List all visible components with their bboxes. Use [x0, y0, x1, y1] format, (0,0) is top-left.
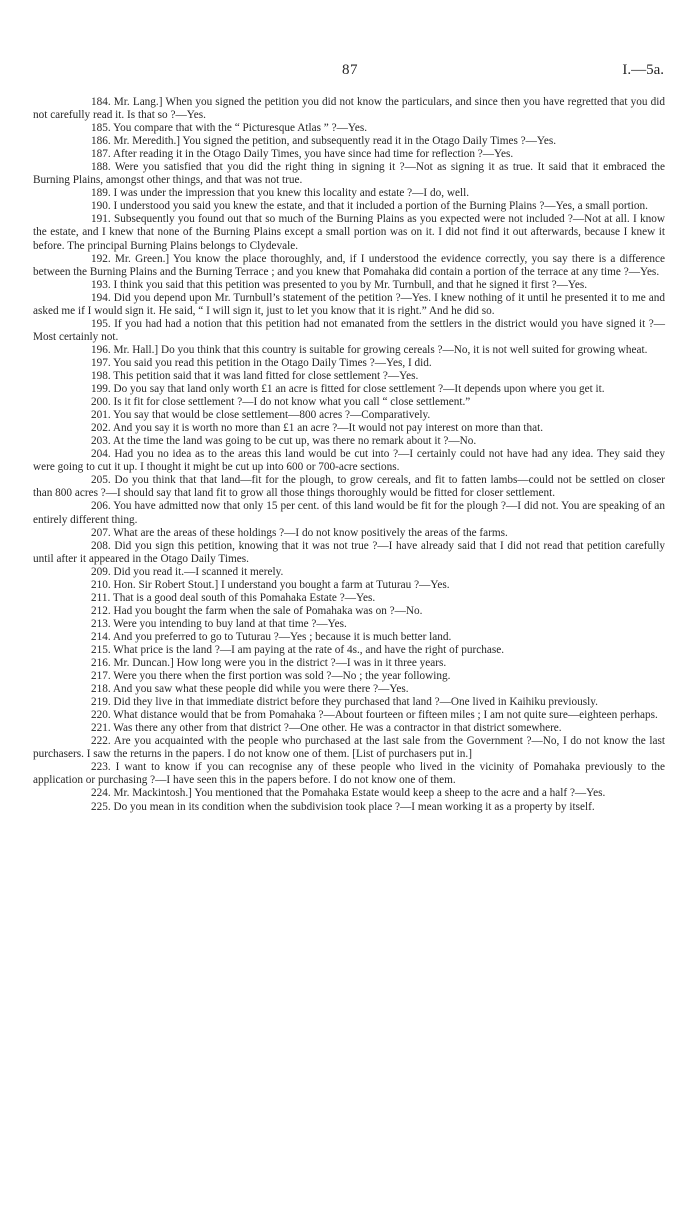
question-paragraph: 195. If you had had a notion that this petition had not emanated from the settlers in the district would you have signed it ?—Most certainly not.	[33, 317, 665, 343]
question-paragraph: 192. Mr. Green.] You know the place thoroughly, and, if I understood the evidence correctly, you say there is a difference between the Burning Plains and the Burning Terrace ; and you knew that Pomahaka did contain a portion of the terrace at any time ?—Yes.	[33, 252, 665, 278]
question-paragraph: 204. Had you no idea as to the areas this land would be cut into ?—I certainly could not have had any idea. They said they were going to cut it up. I thought it might be cut up into 600 or 700-acre sections.	[33, 448, 665, 474]
question-paragraph: 224. Mr. Mackintosh.] You mentioned that the Pomahaka Estate would keep a sheep to the acre and a half ?—Yes.	[91, 787, 606, 800]
question-paragraph: 209. Did you read it.—I scanned it merely.	[91, 565, 284, 578]
question-paragraph: 200. Is it fit for close settlement ?—I do not know what you call “ close settlement.”	[91, 396, 471, 409]
question-paragraph: 222. Are you acquainted with the people who purchased at the last sale from the Government ?—No, I do not know the last purchasers. I saw the returns in the papers. I do not know one of them. [List of purchasers put in.]	[33, 735, 665, 761]
question-paragraph: 189. I was under the impression that you knew this locality and estate ?—I do, well.	[91, 187, 470, 200]
question-paragraph: 185. You compare that with the “ Picturesque Atlas ” ?—Yes.	[91, 122, 368, 135]
question-paragraph: 187. After reading it in the Otago Daily Times, you have since had time for reflection ?—Yes.	[91, 148, 514, 161]
question-paragraph: 208. Did you sign this petition, knowing that it was not true ?—I have already said that I did not read that petition carefully until after it appeared in the Otago Daily Times.	[33, 539, 665, 565]
question-paragraph: 214. And you preferred to go to Tuturau ?—Yes ; because it is much better land.	[91, 630, 452, 643]
question-paragraph: 199. Do you say that land only worth £1 an acre is fitted for close settlement ?—It depends upon where you get it.	[91, 383, 605, 396]
question-paragraph: 221. Was there any other from that district ?—One other. He was a contractor in that district somewhere.	[91, 722, 562, 735]
question-paragraph: 201. You say that would be close settlement—800 acres ?—Comparatively.	[91, 409, 431, 422]
question-paragraph: 215. What price is the land ?—I am paying at the rate of 4s., and have the right of purchase.	[91, 643, 505, 656]
question-paragraph: 186. Mr. Meredith.] You signed the petition, and subsequently read it in the Otago Daily Times ?—Yes.	[91, 135, 557, 148]
page-number: 87	[342, 62, 358, 78]
question-paragraph: 216. Mr. Duncan.] How long were you in the district ?—I was in it three years.	[91, 657, 447, 670]
question-paragraph: 202. And you say it is worth no more than £1 an acre ?—It would not pay interest on more than that.	[91, 422, 544, 435]
question-paragraph: 218. And you saw what these people did while you were there ?—Yes.	[91, 683, 409, 696]
question-paragraph: 188. Were you satisfied that you did the right thing in signing it ?—Not as signing it as true. It said that it embraced the Burning Plains, amongst other things, and that was not true.	[33, 161, 665, 187]
question-paragraph: 203. At the time the land was going to be cut up, was there no remark about it ?—No.	[91, 435, 477, 448]
question-paragraph: 210. Hon. Sir Robert Stout.] I understand you bought a farm at Tuturau ?—Yes.	[91, 578, 450, 591]
question-paragraph: 212. Had you bought the farm when the sale of Pomahaka was on ?—No.	[91, 604, 423, 617]
question-paragraph: 219. Did they live in that immediate district before they purchased that land ?—One lived in Kaihiku previously.	[91, 696, 598, 709]
question-paragraph: 197. You said you read this petition in the Otago Daily Times ?—Yes, I did.	[91, 356, 432, 369]
evidence-body	[33, 96, 665, 814]
question-paragraph: 206. You have admitted now that only 15 per cent. of this land would be fit for the plough ?—I did not. You are speaking of an entirely different thing.	[33, 500, 665, 526]
question-paragraph: 193. I think you said that this petition was presented to you by Mr. Turnbull, and that he signed it first ?—Yes.	[91, 278, 588, 291]
question-paragraph: 223. I want to know if you can recognise any of these people who lived in the vicinity of Pomahaka previously to the application or purchasing ?—I have seen this in the papers before. I do not know one of them.	[33, 761, 665, 787]
question-paragraph: 191. Subsequently you found out that so much of the Burning Plains as you expected were not included ?—Not at all. I know the estate, and I knew that none of the Burning Plains except a small portion was on it. I did not find it out afterwards, because I knew it before. The principal Burning Plains belongs to Clydevale.	[33, 213, 665, 252]
question-paragraph: 217. Were you there when the first portion was sold ?—No ; the year following.	[91, 670, 451, 683]
question-paragraph: 220. What distance would that be from Pomahaka ?—About fourteen or fifteen miles ; I am not quite sure—eighteen perhaps.	[91, 709, 658, 722]
question-paragraph: 213. Were you intending to buy land at that time ?—Yes.	[91, 617, 347, 630]
question-paragraph: 205. Do you think that that land—fit for the plough, to grow cereals, and fit to fatten lambs—could not be settled on closer than 800 acres ?—I should say that land fit to grow all those things thoroughly would be fitted for closer settlement.	[33, 474, 665, 500]
question-paragraph: 225. Do you mean in its condition when the subdivision took place ?—I mean working it as a property by itself.	[91, 800, 595, 813]
question-paragraph: 190. I understood you said you knew the estate, and that it included a portion of the Burning Plains ?—Yes, a small portion.	[91, 200, 648, 213]
document-reference: I.—5a.	[622, 62, 664, 78]
question-paragraph: 198. This petition said that it was land fitted for close settlement ?—Yes.	[91, 369, 419, 382]
question-paragraph: 196. Mr. Hall.] Do you think that this country is suitable for growing cereals ?—No, it is not well suited for growing wheat.	[91, 343, 648, 356]
question-paragraph: 184. Mr. Lang.] When you signed the petition you did not know the particulars, and since then you have regretted that you did not carefully read it. Is that so ?—Yes.	[33, 96, 665, 122]
question-paragraph: 211. That is a good deal south of this Pomahaka Estate ?—Yes.	[91, 591, 376, 604]
question-paragraph: 194. Did you depend upon Mr. Turnbull’s statement of the petition ?—Yes. I knew nothing of it until he presented it to me and asked me if I would sign it. He said, “ I will sign it, just to let you know that it is right.” And he did so.	[33, 291, 665, 317]
question-paragraph: 207. What are the areas of these holdings ?—I do not know positively the areas of the farms.	[91, 526, 508, 539]
